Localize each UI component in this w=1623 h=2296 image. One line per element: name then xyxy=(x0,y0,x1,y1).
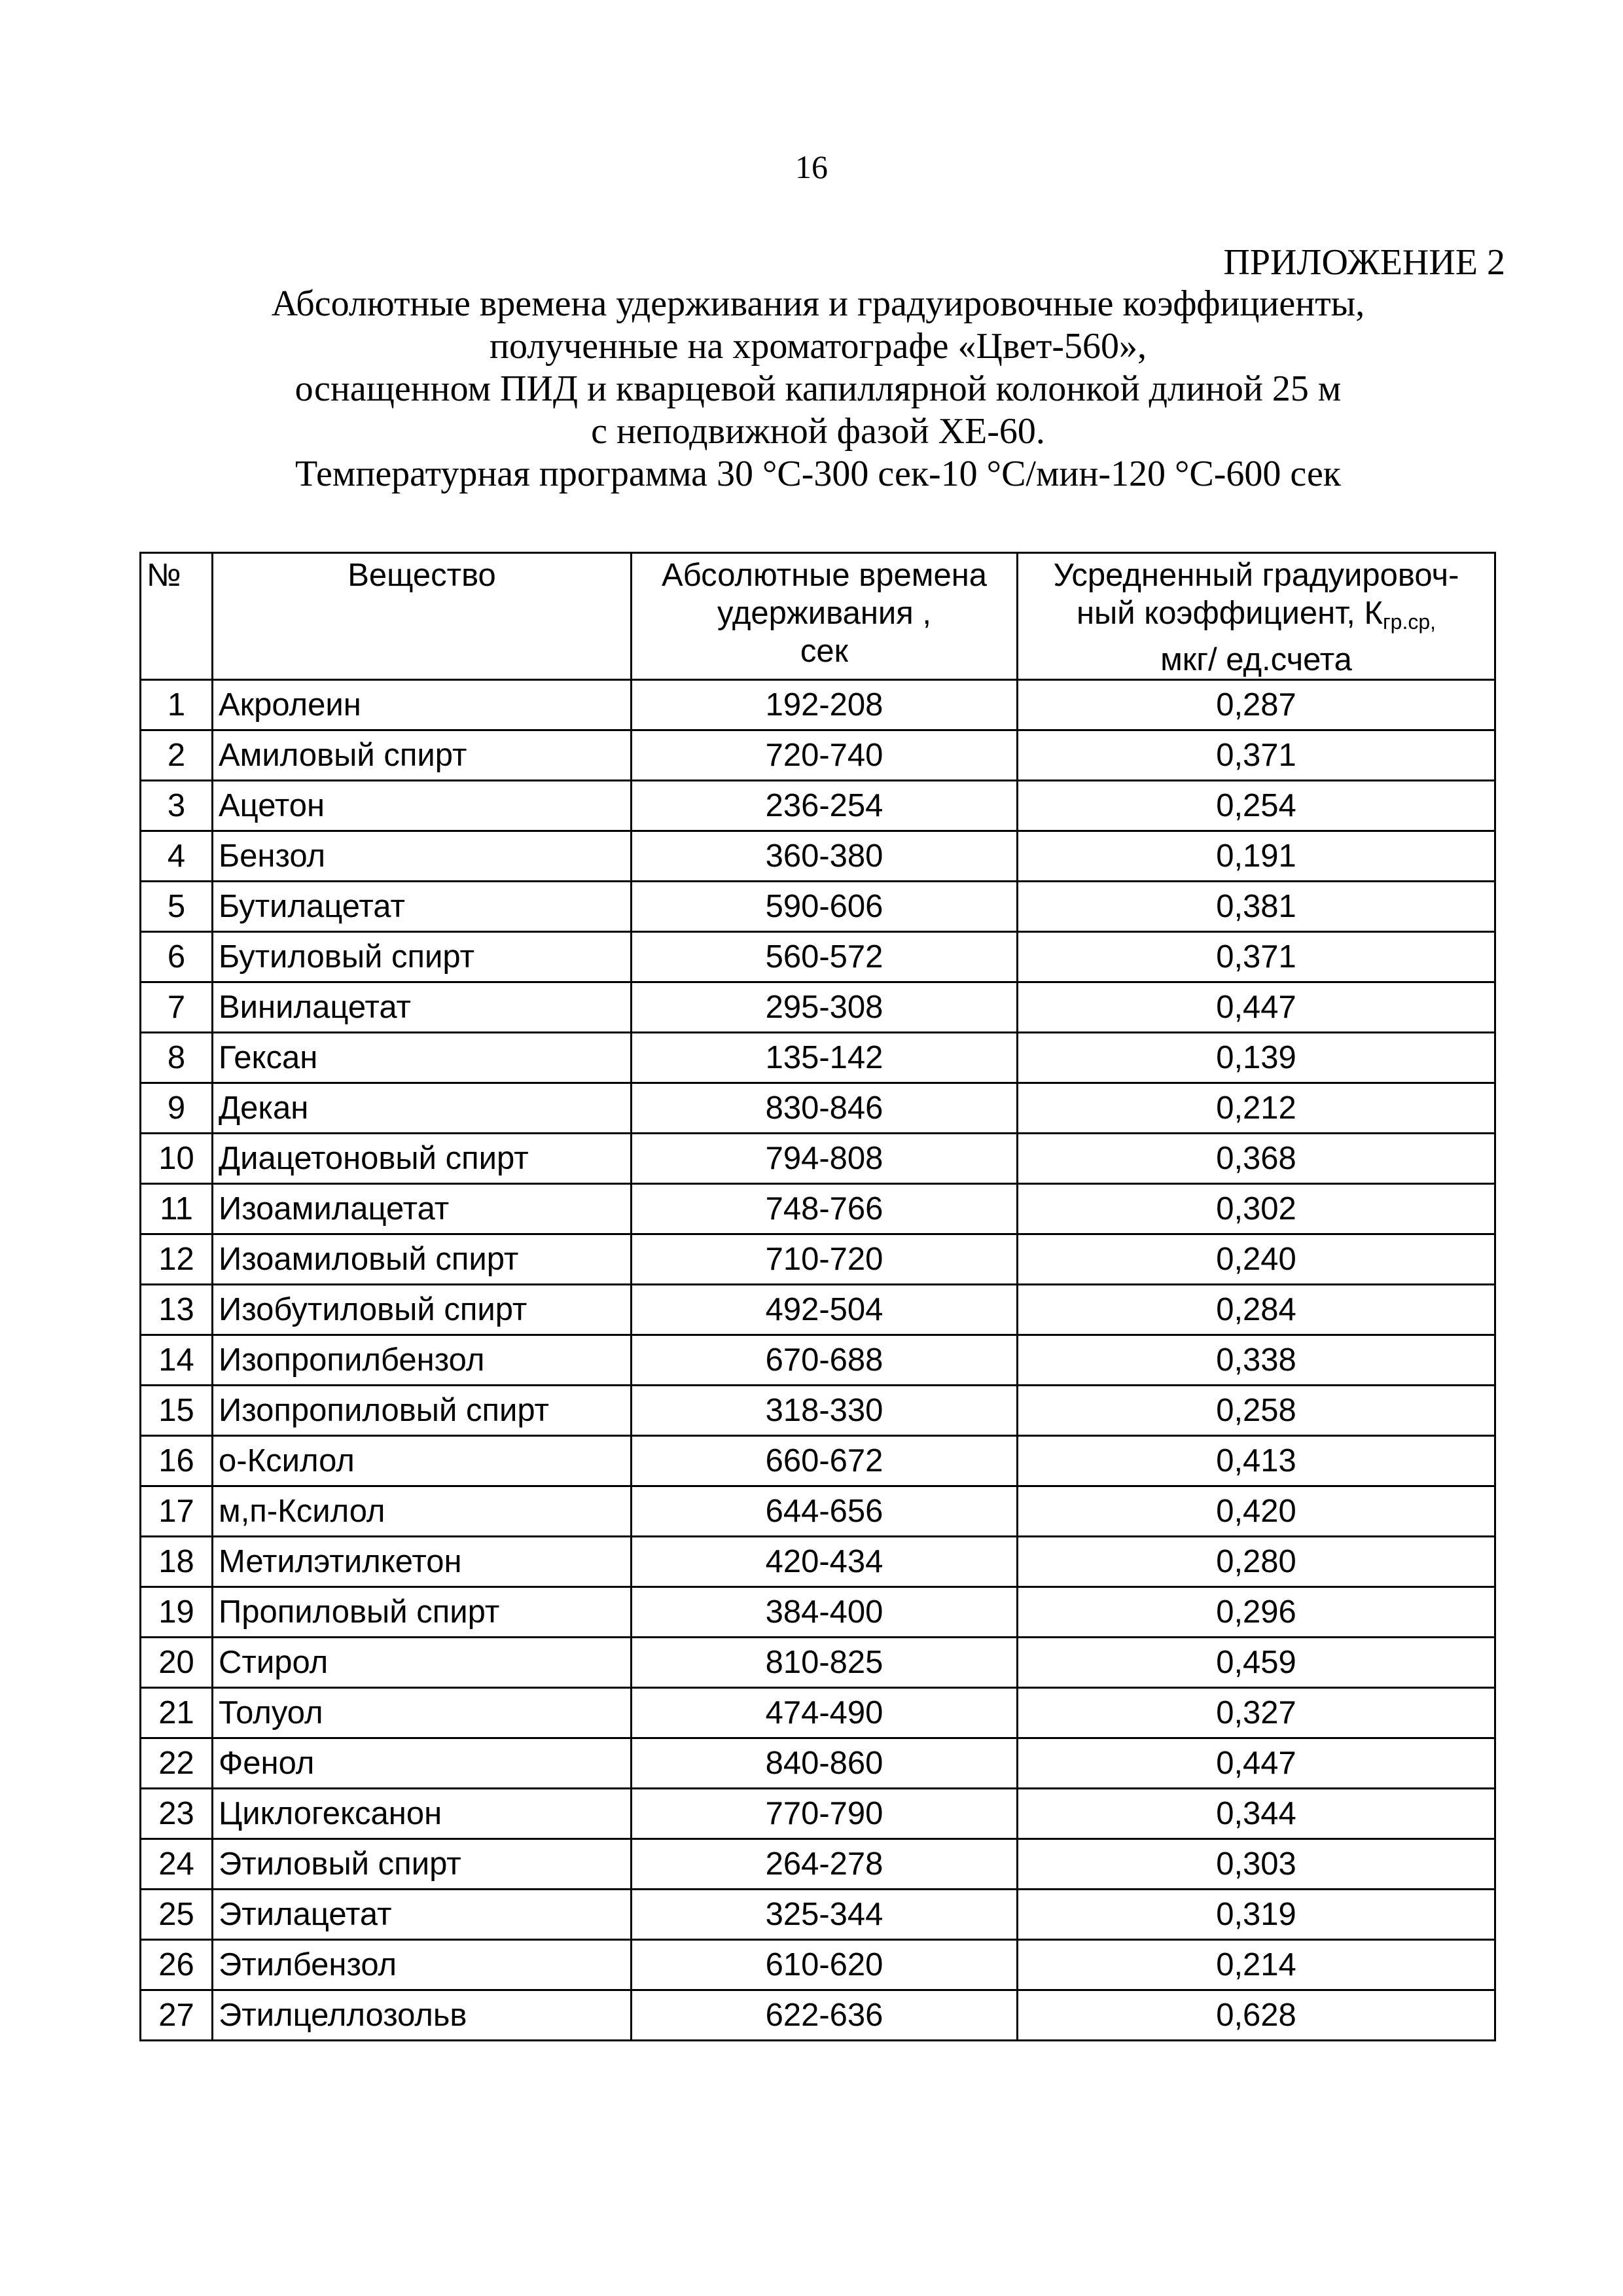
title-line-2: полученные на хроматографе «Цвет-560», xyxy=(489,326,1147,367)
header-coefficient-line-2-text: ный коэффициент, К xyxy=(1076,596,1383,631)
retention-time: 840-860 xyxy=(632,1738,1018,1789)
calibration-coefficient: 0,371 xyxy=(1018,932,1495,982)
title-line-5: Температурная программа 30 °С-300 сек-10 °С/мин-120 °С-600 сек xyxy=(294,454,1342,494)
table-row xyxy=(141,1083,1495,1134)
substance-name: Гексан xyxy=(213,1033,632,1083)
row-number: 8 xyxy=(141,1033,213,1083)
retention-time: 748-766 xyxy=(632,1184,1018,1234)
substance-name: Пропиловый спирт xyxy=(213,1587,632,1638)
table-row xyxy=(141,932,1495,982)
row-number: 5 xyxy=(141,882,213,932)
calibration-coefficient: 0,338 xyxy=(1018,1335,1495,1386)
retention-time: 318-330 xyxy=(632,1386,1018,1436)
calibration-coefficient: 0,302 xyxy=(1018,1184,1495,1234)
substance-name: Толуол xyxy=(213,1688,632,1738)
retention-time: 710-720 xyxy=(632,1234,1018,1285)
substance-name: Изоамиловый спирт xyxy=(213,1234,632,1285)
calibration-coefficient: 0,327 xyxy=(1018,1688,1495,1738)
table-row xyxy=(141,1537,1495,1587)
table-row xyxy=(141,1134,1495,1184)
calibration-coefficient: 0,420 xyxy=(1018,1486,1495,1537)
substance-name: Диацетоновый спирт xyxy=(213,1134,632,1184)
substance-name: Бензол xyxy=(213,831,632,882)
retention-time: 720-740 xyxy=(632,730,1018,781)
retention-time: 295-308 xyxy=(632,982,1018,1033)
header-substance: Вещество xyxy=(213,553,632,680)
row-number: 4 xyxy=(141,831,213,882)
table-row xyxy=(141,1789,1495,1839)
calibration-coefficient: 0,413 xyxy=(1018,1436,1495,1486)
row-number: 16 xyxy=(141,1436,213,1486)
retention-time: 610-620 xyxy=(632,1940,1018,1990)
table-row xyxy=(141,1839,1495,1890)
row-number: 25 xyxy=(141,1890,213,1940)
table-row xyxy=(141,1738,1495,1789)
row-number: 24 xyxy=(141,1839,213,1890)
retention-time: 236-254 xyxy=(632,781,1018,831)
substance-name: Изоамилацетат xyxy=(213,1184,632,1234)
calibration-coefficient: 0,240 xyxy=(1018,1234,1495,1285)
header-calibration-coefficient xyxy=(1018,553,1495,680)
table-row xyxy=(141,1285,1495,1335)
retention-time: 325-344 xyxy=(632,1890,1018,1940)
row-number: 22 xyxy=(141,1738,213,1789)
row-number: 6 xyxy=(141,932,213,982)
row-number: 10 xyxy=(141,1134,213,1184)
retention-times-table xyxy=(139,552,1496,2041)
retention-time: 660-672 xyxy=(632,1436,1018,1486)
retention-time: 810-825 xyxy=(632,1638,1018,1688)
calibration-coefficient: 0,296 xyxy=(1018,1587,1495,1638)
table-row xyxy=(141,1436,1495,1486)
header-coefficient-line-2 xyxy=(1024,594,1489,641)
table-row xyxy=(141,1587,1495,1638)
calibration-coefficient: 0,303 xyxy=(1018,1839,1495,1890)
substance-name: Акролеин xyxy=(213,680,632,730)
retention-time: 794-808 xyxy=(632,1134,1018,1184)
substance-name: Этилцеллозольв xyxy=(213,1990,632,2041)
title-line-3: оснащенном ПИД и кварцевой капиллярной колонкой длиной 25 м xyxy=(294,368,1342,409)
retention-time: 264-278 xyxy=(632,1839,1018,1890)
table-row xyxy=(141,1638,1495,1688)
calibration-coefficient: 0,459 xyxy=(1018,1638,1495,1688)
row-number: 13 xyxy=(141,1285,213,1335)
retention-time: 492-504 xyxy=(632,1285,1018,1335)
table-row xyxy=(141,1033,1495,1083)
row-number: 1 xyxy=(141,680,213,730)
document-title xyxy=(131,283,1505,495)
row-number: 27 xyxy=(141,1990,213,2041)
calibration-coefficient: 0,368 xyxy=(1018,1134,1495,1184)
row-number: 15 xyxy=(141,1386,213,1436)
retention-time: 590-606 xyxy=(632,882,1018,932)
retention-time: 135-142 xyxy=(632,1033,1018,1083)
substance-name: Этиловый спирт xyxy=(213,1839,632,1890)
row-number: 2 xyxy=(141,730,213,781)
table-body xyxy=(141,680,1495,2041)
table-header-row xyxy=(141,553,1495,680)
substance-name: Декан xyxy=(213,1083,632,1134)
retention-time: 384-400 xyxy=(632,1587,1018,1638)
row-number: 9 xyxy=(141,1083,213,1134)
calibration-coefficient: 0,280 xyxy=(1018,1537,1495,1587)
table-row xyxy=(141,680,1495,730)
retention-time: 644-656 xyxy=(632,1486,1018,1537)
calibration-coefficient: 0,287 xyxy=(1018,680,1495,730)
calibration-coefficient: 0,344 xyxy=(1018,1789,1495,1839)
row-number: 3 xyxy=(141,781,213,831)
calibration-coefficient: 0,254 xyxy=(1018,781,1495,831)
header-coefficient-line-3: мкг/ ед.счета xyxy=(1160,642,1352,677)
retention-time: 474-490 xyxy=(632,1688,1018,1738)
substance-name: Изопропилбензол xyxy=(213,1335,632,1386)
calibration-coefficient: 0,139 xyxy=(1018,1033,1495,1083)
table-row xyxy=(141,831,1495,882)
header-coefficient-subscript: гр.ср, xyxy=(1383,610,1436,634)
table-row xyxy=(141,1386,1495,1436)
title-line-1: Абсолютные времена удерживания и градуировочные коэффициенты, xyxy=(271,283,1365,324)
substance-name: Бутиловый спирт xyxy=(213,932,632,982)
substance-name: Метилэтилкетон xyxy=(213,1537,632,1587)
substance-name: Изопропиловый спирт xyxy=(213,1386,632,1436)
substance-name: Стирол xyxy=(213,1638,632,1688)
table-row xyxy=(141,1940,1495,1990)
row-number: 20 xyxy=(141,1638,213,1688)
retention-time: 670-688 xyxy=(632,1335,1018,1386)
substance-name: о-Ксилол xyxy=(213,1436,632,1486)
calibration-coefficient: 0,628 xyxy=(1018,1990,1495,2041)
retention-time: 622-636 xyxy=(632,1990,1018,2041)
appendix-label: ПРИЛОЖЕНИЕ 2 xyxy=(1223,242,1505,283)
substance-name: Этилбензол xyxy=(213,1940,632,1990)
calibration-coefficient: 0,212 xyxy=(1018,1083,1495,1134)
retention-time: 560-572 xyxy=(632,932,1018,982)
header-coefficient-line-1: Усредненный градуировоч- xyxy=(1053,558,1459,593)
substance-name: Изобутиловый спирт xyxy=(213,1285,632,1335)
substance-name: Фенол xyxy=(213,1738,632,1789)
retention-time: 360-380 xyxy=(632,831,1018,882)
retention-time: 420-434 xyxy=(632,1537,1018,1587)
row-number: 14 xyxy=(141,1335,213,1386)
calibration-coefficient: 0,284 xyxy=(1018,1285,1495,1335)
calibration-coefficient: 0,371 xyxy=(1018,730,1495,781)
calibration-coefficient: 0,381 xyxy=(1018,882,1495,932)
table-row xyxy=(141,982,1495,1033)
retention-time: 830-846 xyxy=(632,1083,1018,1134)
table-row xyxy=(141,1486,1495,1537)
table-row xyxy=(141,882,1495,932)
calibration-coefficient: 0,258 xyxy=(1018,1386,1495,1436)
row-number: 12 xyxy=(141,1234,213,1285)
substance-name: Бутилацетат xyxy=(213,882,632,932)
table-row xyxy=(141,1890,1495,1940)
header-retention-time-line-3: сек xyxy=(800,634,849,669)
table-row xyxy=(141,1234,1495,1285)
header-retention-time xyxy=(632,553,1018,680)
table-row xyxy=(141,781,1495,831)
calibration-coefficient: 0,447 xyxy=(1018,982,1495,1033)
substance-name: Ацетон xyxy=(213,781,632,831)
row-number: 17 xyxy=(141,1486,213,1537)
table-row xyxy=(141,1990,1495,2041)
table-row xyxy=(141,1688,1495,1738)
row-number: 21 xyxy=(141,1688,213,1738)
retention-time: 192-208 xyxy=(632,680,1018,730)
row-number: 19 xyxy=(141,1587,213,1638)
row-number: 11 xyxy=(141,1184,213,1234)
row-number: 23 xyxy=(141,1789,213,1839)
substance-name: Винилацетат xyxy=(213,982,632,1033)
table-row xyxy=(141,730,1495,781)
substance-name: Этилацетат xyxy=(213,1890,632,1940)
header-retention-time-line-1: Абсолютные времена xyxy=(661,558,988,593)
row-number: 18 xyxy=(141,1537,213,1587)
calibration-coefficient: 0,191 xyxy=(1018,831,1495,882)
substance-name: Амиловый спирт xyxy=(213,730,632,781)
row-number: 26 xyxy=(141,1940,213,1990)
substance-name: Циклогексанон xyxy=(213,1789,632,1839)
calibration-coefficient: 0,214 xyxy=(1018,1940,1495,1990)
calibration-coefficient: 0,319 xyxy=(1018,1890,1495,1940)
header-retention-time-line-2: удерживания , xyxy=(717,596,932,631)
header-number: № xyxy=(141,553,213,680)
table-row xyxy=(141,1184,1495,1234)
retention-time: 770-790 xyxy=(632,1789,1018,1839)
table-row xyxy=(141,1335,1495,1386)
page-number: 16 xyxy=(795,149,828,185)
row-number: 7 xyxy=(141,982,213,1033)
calibration-coefficient: 0,447 xyxy=(1018,1738,1495,1789)
title-line-4: с неподвижной фазой ХЕ-60. xyxy=(591,411,1045,452)
substance-name: м,п-Ксилол xyxy=(213,1486,632,1537)
